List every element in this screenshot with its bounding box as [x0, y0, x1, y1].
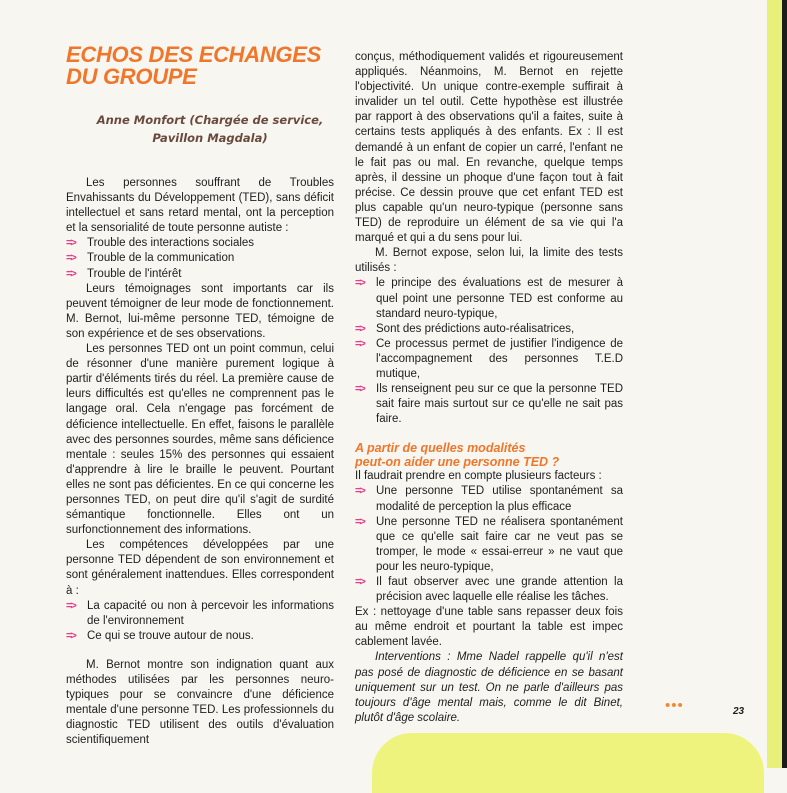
list-item-text: le principe des évaluations est de mesurer à quel point une personne TED est conforme au standard neuro-typique, [376, 277, 623, 320]
arrow-bullet-icon: => [66, 629, 75, 642]
arrow-bullet-icon: => [355, 485, 364, 498]
arrow-bullet-icon: => [66, 267, 75, 280]
paragraph: M. Bernot montre son indignation quant aux méthodes utilisées par les personnes neuro-typiques pour se convaincre d'une déficience mentale d'une personne TED. Les professionnels du diagnostic TED utilisent des outils d'évaluation scientifiquement [66, 658, 334, 747]
paragraph: Leurs témoignages sont importants car ils peuvent témoigner de leur mode de fonctionnement. M. Bernot, lui-même personne TED, témoigne de son expérience et de ses observations. [66, 282, 334, 340]
right-column [355, 50, 623, 726]
list-item [66, 599, 334, 629]
paragraph: Il faudrait prendre en compte plusieurs facteurs : [355, 470, 602, 483]
corner-decoration [372, 733, 764, 793]
arrow-bullet-icon: => [355, 576, 364, 588]
list-item-text: Ils renseignent peu sur ce que la personne TED sait faire mais surtout sur ce qu'elle ne sait pas faire. [376, 383, 623, 426]
title-line-1: ECHOS DES ECHANGES [66, 42, 321, 67]
list-item-text: Trouble de l'intérêt [87, 267, 182, 280]
arrow-bullet-icon: => [66, 252, 75, 265]
list-item-text: Une personne TED ne réalisera spontanément que ce qu'elle sait faire car ne veut pas se tromper, le mode « essai-erreur » ne vaut que pour les neuro-typique, [376, 515, 623, 573]
interventions-paragraph: Interventions : Mme Nadel rappelle qu'il n'est pas posé de diagnostic de déficience en se basant uniquement sur un test. On ne parle d'ailleurs pas toujours d'âge mental mais, comme le dit Binet, plutôt d'âge scolaire. [355, 651, 623, 724]
section-subheading [355, 441, 623, 469]
arrow-bullet-icon: => [355, 277, 364, 290]
author-line-2: Pavillon Magdala) [152, 131, 268, 145]
list-item-text: Ce qui se trouve autour de nous. [87, 629, 254, 642]
list-item [66, 267, 334, 282]
list-item [355, 382, 623, 427]
paragraph: conçus, méthodiquement validés et rigoureusement appliqués. Néanmoins, M. Bernot en rejette l'objectivité. Un unique contre-exemple suffirait à invalider un tel outil. Cette hypothèse est illustrée par rapport à des observations qu'il a faites, suite à certains tests appliqués à des enfants. Ex : Il est demandé à un enfant de copier un carré, l'enfant ne le fait pas ou mal. En revanche, quelque temps après, il dessine un phoque d'une façon tout à fait précise. Ce dessin prouve que cet enfant TED est plus capable qu'un neuro-typique (personne sans TED) de reproduire un élément de sa vie qui l'a marqué et qui a du sens pour lui. [355, 51, 623, 245]
list-item [66, 629, 334, 644]
list-item-text: La capacité ou non à percevoir les informations de l'environnement [87, 599, 334, 627]
list-item [355, 515, 623, 575]
paragraph: Les personnes souffrant de Troubles Envahissants du Développement (TED), sans déficit intellectuel et sans retard mental, ont la perception et la sensorialité de toute personne autiste : [66, 177, 334, 235]
list-item-text: Une personne TED utilise spontanément sa modalité de perception la plus efficace [376, 485, 623, 513]
author-credit [90, 111, 330, 147]
paragraph: Ex : nettoyage d'une table sans repasser deux fois au même endroit et pourtant la table est impec cablement lavée. [355, 606, 623, 649]
page-edge-shadow [782, 0, 787, 768]
arrow-bullet-icon: => [355, 383, 364, 396]
arrow-bullet-icon: => [66, 599, 75, 612]
page-number: 23 [733, 706, 745, 717]
list-item [355, 337, 623, 382]
arrow-bullet-icon: => [355, 515, 364, 528]
list-item-text: Trouble de la communication [87, 252, 235, 265]
list-item-text: Ce processus permet de justifier l'indigence de l'accompagnement des personnes T.E.D mutique, [376, 337, 623, 380]
arrow-bullet-icon: => [355, 337, 364, 350]
list-item-text: Trouble des interactions sociales [87, 237, 255, 250]
list-item [355, 575, 623, 605]
list-item [355, 322, 623, 337]
arrow-bullet-icon: => [355, 322, 364, 335]
list-item [355, 276, 623, 321]
paragraph: Les personnes TED ont un point commun, celui de résonner d'une manière purement logique à partir d'éléments tirés du réel. La première cause de leurs difficultés est qu'elles ne comprennent pas le langage oral. Cela n'engage pas forcément de déficience intellectuelle. En effet, faisons le parallèle avec des personnes sourdes, même sans déficience mentale : seules 15% des personnes qui essaient d'apprendre à lire le braille le peuvent. Pourtant elles ne sont pas déficientes. En ce qui concerne les personnes TED, on peut dire qu'il s'agit de surdité sémantique fonctionnelle. Elles ont un surfonctionnement des informations. [66, 343, 334, 537]
subheading-line-2: peut-on aider une personne TED ? [355, 455, 560, 470]
arrow-bullet-icon: => [66, 237, 75, 250]
title-line-2: DU GROUPE [66, 64, 197, 89]
author-line-1: Anne Monfort (Chargée de service, [96, 113, 324, 127]
left-column [66, 176, 334, 748]
subheading-line-1: A partir de quelles modalités [355, 441, 526, 456]
paragraph: Les compétences développées par une personne TED dépendent de son environnement et sont généralement inattendues. Elles correspondent à : [66, 539, 334, 597]
article-title [66, 44, 321, 88]
list-item [66, 251, 334, 266]
paragraph: M. Bernot expose, selon lui, la limite des tests utilisés : [355, 247, 623, 275]
list-item [355, 484, 623, 514]
list-item [66, 236, 334, 251]
decorative-dots: ••• [665, 697, 684, 714]
list-item-text: Sont des prédictions auto-réalisatrices, [376, 322, 575, 335]
list-item-text: Il faut observer avec une grande attention la précision avec laquelle elle réalise les tâches. [376, 576, 623, 604]
